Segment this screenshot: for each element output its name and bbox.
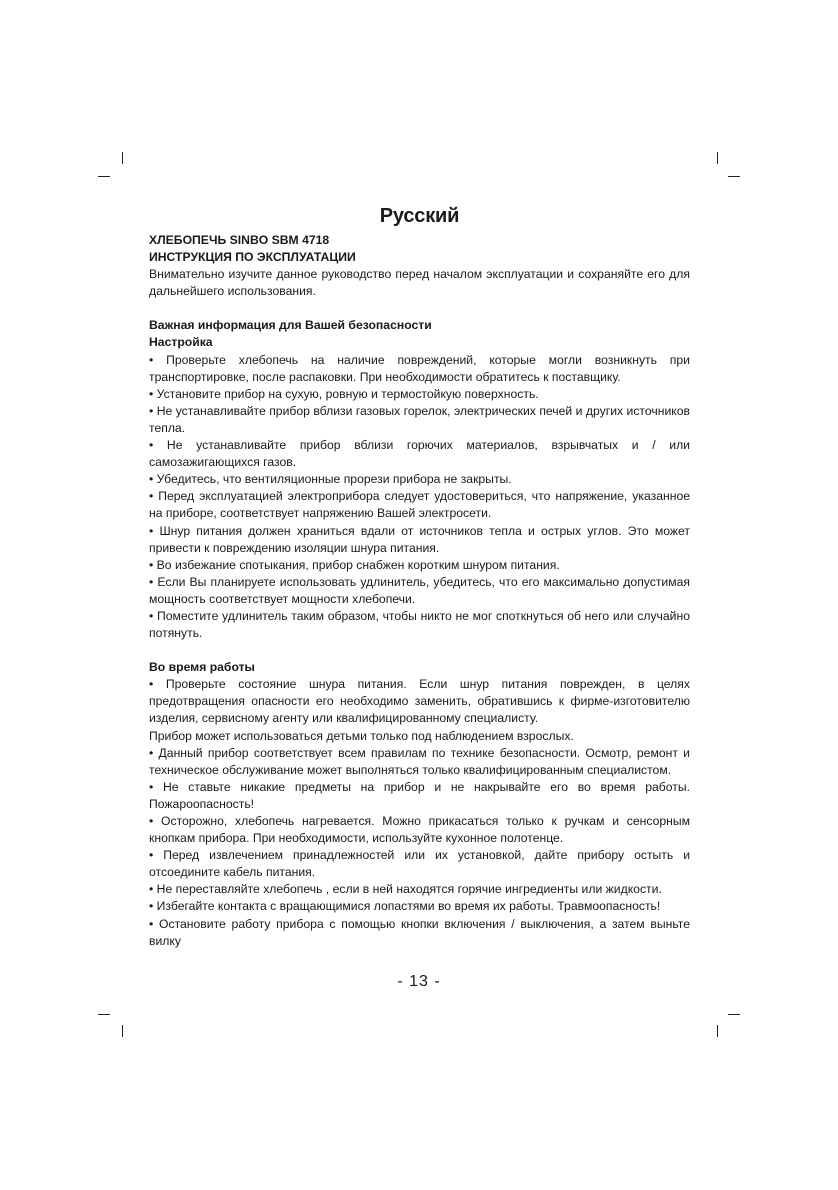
- crop-mark-top-left-vertical: [122, 152, 123, 164]
- manual-title: ИНСТРУКЦИЯ ПО ЭКСПЛУАТАЦИИ: [149, 250, 356, 265]
- crop-mark-bottom-left-horizontal: [98, 1014, 110, 1015]
- list-item: • Не устанавливайте прибор вблизи горючих материалов, взрывчатых и / или самозажигающихся газов.: [149, 438, 690, 470]
- page-number: - 13 -: [397, 973, 441, 990]
- crop-mark-top-left-horizontal: [98, 176, 110, 177]
- list-item: Прибор может использоваться детьми только под наблюдением взрослых.: [149, 728, 574, 743]
- list-item: • Убедитесь, что вентиляционные прорези прибора не закрыты.: [149, 472, 512, 487]
- intro-paragraph: Внимательно изучите данное руководство перед началом эксплуатации и сохраняйте его для дальнейшего использования.: [149, 267, 690, 299]
- list-item: • Осторожно, хлебопечь нагревается. Можно прикасаться только к ручкам и сенсорным кнопкам прибора. При необходимости, используйте кухонное полотенце.: [149, 814, 690, 846]
- list-item: • Не ставьте никакие предметы на прибор и не накрывайте его во время работы. Пожароопасность!: [149, 779, 690, 811]
- crop-mark-top-right-horizontal: [728, 176, 740, 177]
- list-item: • Перед извлечением принадлежностей или их установкой, дайте прибору остыть и отсоедините кабель питания.: [149, 848, 690, 880]
- list-item: • Проверьте хлебопечь на наличие повреждений, которые могли возникнуть при транспортировке, после распаковки. При необходимости обратитесь к поставщику.: [149, 352, 690, 384]
- list-item: • Остановите работу прибора с помощью кнопки включения / выключения, а затем выньте вилку: [149, 916, 690, 948]
- page-content: [149, 204, 690, 950]
- crop-mark-bottom-right-vertical: [717, 1025, 718, 1037]
- list-item: • Данный прибор соответствует всем правилам по технике безопасности. Осмотр, ремонт и техническое обслуживание может выполняться только квалифицированным специалистом.: [149, 745, 690, 777]
- setup-heading: Настройка: [149, 335, 213, 350]
- operation-heading: Во время работы: [149, 660, 255, 675]
- crop-mark-top-right-vertical: [717, 152, 718, 164]
- list-item: • Шнур питания должен храниться вдали от источников тепла и острых углов. Это может привести к повреждению изоляции шнура питания.: [149, 523, 690, 555]
- list-item: • Поместите удлинитель таким образом, чтобы никто не мог споткнуться об него или случайно потянуть.: [149, 608, 690, 641]
- list-item: • Во избежание спотыкания, прибор снабжен коротким шнуром питания.: [149, 557, 560, 572]
- list-item: • Перед эксплуатацией электроприбора следует удостовериться, что напряжение, указанное на приборе, соответствует напряжению Вашей электросети.: [149, 489, 690, 521]
- product-title: ХЛЕБОПЕЧЬ SINBO SBM 4718: [149, 233, 330, 247]
- operation-list: [149, 676, 690, 950]
- list-item: • Не переставляйте хлебопечь , если в ней находятся горячие ингредиенты или жидкости.: [149, 882, 662, 897]
- list-item: • Избегайте контакта с вращающимися лопастями во время их работы. Травмоопасность!: [149, 899, 661, 914]
- list-item: • Не устанавливайте прибор вблизи газовых горелок, электрических печей и других источников тепла.: [149, 403, 690, 435]
- safety-heading: Важная информация для Вашей безопасности: [149, 318, 432, 333]
- language-title: Русский: [379, 205, 460, 227]
- crop-mark-bottom-left-vertical: [122, 1025, 123, 1037]
- crop-mark-bottom-right-horizontal: [728, 1014, 740, 1015]
- list-item: • Установите прибор на сухую, ровную и термостойкую поверхность.: [149, 386, 539, 401]
- list-item: • Проверьте состояние шнура питания. Если шнур питания поврежден, в целях предотвращения опасности его необходимо заменить, обратившись к фирме-изготовителю изделия, сервисному агенту или квалифицированному специалисту.: [149, 677, 690, 726]
- list-item: • Если Вы планируете использовать удлинитель, убедитесь, что его максимально допустимая мощность соответствует мощности хлебопечи.: [149, 574, 690, 606]
- setup-list: [149, 352, 690, 643]
